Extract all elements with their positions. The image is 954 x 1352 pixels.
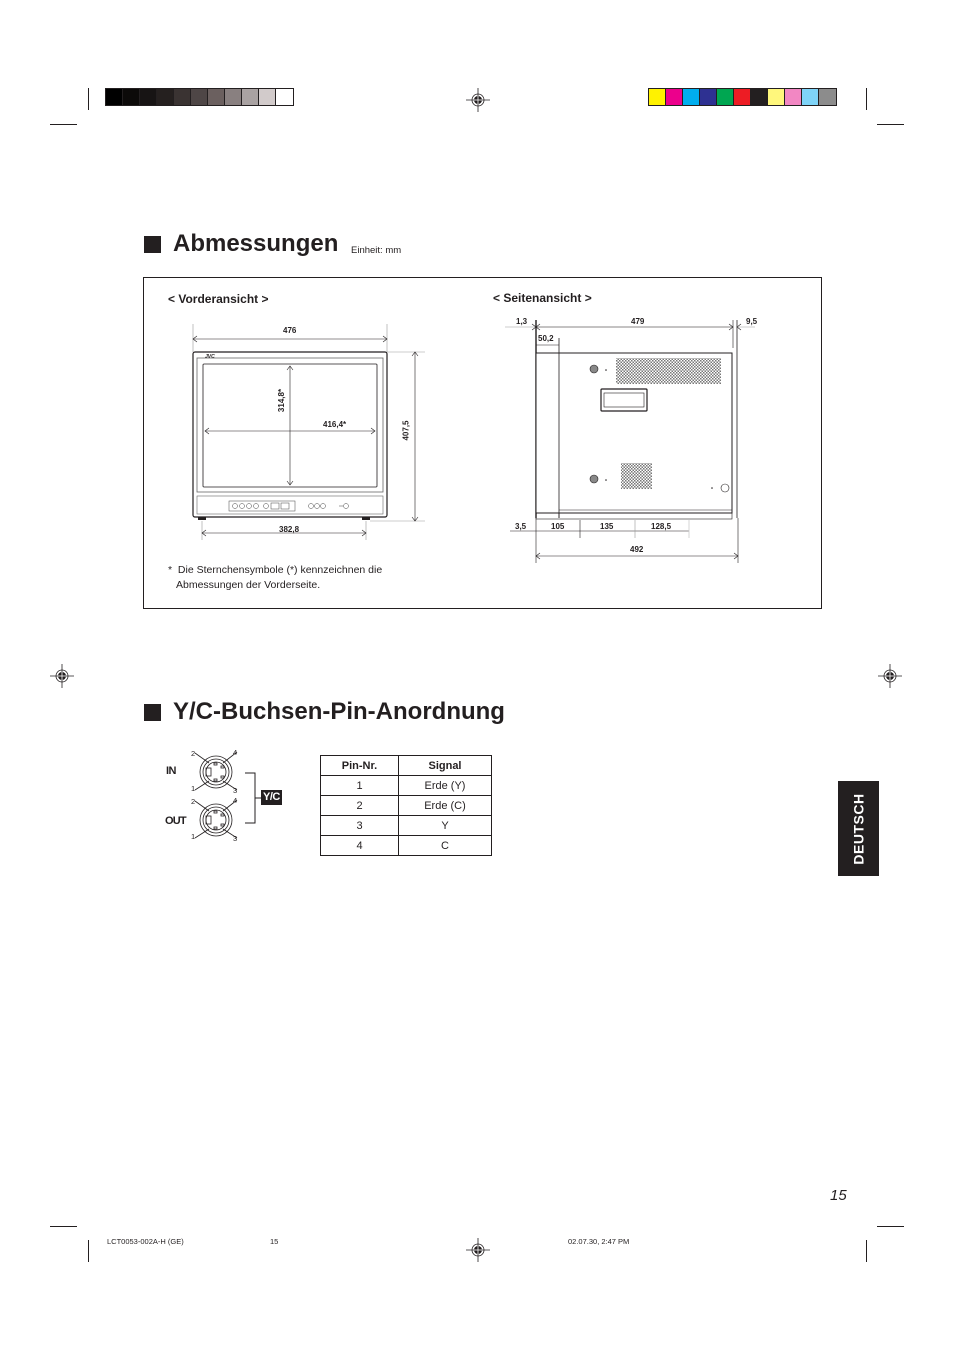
footer-doc-code: LCT0053-002A-H (GE) <box>107 1237 184 1246</box>
color-swatch <box>717 89 734 105</box>
crop-mark <box>877 124 904 125</box>
pin-signal: Erde (C) <box>399 796 492 816</box>
pin-label-2-in: 2 <box>191 749 196 758</box>
crop-mark <box>88 88 89 110</box>
dim-screen-height: 314,8* <box>277 388 287 413</box>
color-swatch <box>734 89 751 105</box>
color-swatch <box>157 89 174 105</box>
pin-label-2-out: 2 <box>191 797 196 806</box>
color-swatch <box>106 89 123 105</box>
crop-mark <box>866 1240 867 1262</box>
crop-mark <box>50 124 77 125</box>
crop-mark <box>88 1240 89 1262</box>
pin-number: 4 <box>321 836 399 856</box>
pin-number: 3 <box>321 816 399 836</box>
pin-label-4-in: 4 <box>233 748 238 757</box>
footnote-line1: * Die Sternchensymbole (*) kennzeichnen die <box>168 564 383 576</box>
grayscale-color-bar <box>105 88 294 106</box>
dim-front-height: 407,5 <box>401 420 411 441</box>
front-brand-logo: JVC <box>205 354 215 360</box>
header-pin-number: Pin-Nr. <box>321 756 399 776</box>
table-row <box>321 836 492 856</box>
section-bullet-icon <box>144 236 161 253</box>
pin-assignment-table <box>320 755 492 856</box>
registration-mark-icon <box>50 664 74 688</box>
color-swatch <box>242 89 259 105</box>
section-title-text: Abmessungen <box>173 230 339 257</box>
language-tab <box>838 781 879 876</box>
pin-label-1-out: 1 <box>191 832 196 841</box>
footnote-line2: Abmessungen der Vorderseite. <box>176 579 321 591</box>
dim-side-50-2: 50,2 <box>538 334 554 343</box>
dim-feet-span: 382,8 <box>279 525 300 534</box>
registration-mark-icon <box>878 664 902 688</box>
color-swatch <box>191 89 208 105</box>
yc-badge: Y/C <box>263 791 280 803</box>
pin-number: 1 <box>321 776 399 796</box>
header-signal: Signal <box>399 756 492 776</box>
table-row <box>321 816 492 836</box>
pin-signal: Erde (Y) <box>399 776 492 796</box>
dim-side-479: 479 <box>631 317 645 326</box>
section-title-dimensions <box>144 230 338 258</box>
color-swatch <box>700 89 717 105</box>
connector-out-label: OUT <box>165 815 186 827</box>
crop-mark <box>877 1226 904 1227</box>
section-title-yc-pinout <box>144 698 505 726</box>
color-swatch <box>666 89 683 105</box>
color-swatch <box>225 89 242 105</box>
registration-mark-icon <box>466 88 490 112</box>
language-tab-label: DEUTSCH <box>850 792 867 865</box>
table-header-row <box>321 756 492 776</box>
dim-side-492: 492 <box>630 545 644 554</box>
pin-signal: C <box>399 836 492 856</box>
color-swatch <box>683 89 700 105</box>
color-swatch <box>123 89 140 105</box>
color-swatch <box>174 89 191 105</box>
section-bullet-icon <box>144 704 161 721</box>
connector-in-label: IN <box>166 765 176 777</box>
dim-side-1-3: 1,3 <box>516 317 528 326</box>
front-view-label: < Vorderansicht > <box>168 292 269 306</box>
color-swatch <box>276 89 293 105</box>
pin-label-1-in: 1 <box>191 784 196 793</box>
pin-label-3-out: 3 <box>233 834 238 843</box>
dim-side-3-5: 3,5 <box>515 522 527 531</box>
color-swatch <box>819 89 836 105</box>
pin-label-3-in: 3 <box>233 786 238 795</box>
front-view-drawing <box>185 318 430 543</box>
color-swatch <box>649 89 666 105</box>
registration-mark-icon <box>466 1238 490 1262</box>
color-swatch <box>140 89 157 105</box>
pin-label-4-out: 4 <box>233 796 238 805</box>
color-swatch <box>768 89 785 105</box>
dim-screen-width: 416,4* <box>323 420 347 429</box>
unit-note: Einheit: mm <box>351 245 402 256</box>
dim-front-width: 476 <box>283 326 297 335</box>
pin-signal: Y <box>399 816 492 836</box>
page-number: 15 <box>830 1187 847 1204</box>
table-row <box>321 796 492 816</box>
footer-page: 15 <box>270 1237 279 1246</box>
dim-side-135: 135 <box>600 522 614 531</box>
table-row <box>321 776 492 796</box>
footer-timestamp: 02.07.30, 2:47 PM <box>568 1237 630 1246</box>
section-title-text: Y/C-Buchsen-Pin-Anordnung <box>173 698 505 725</box>
color-swatch <box>802 89 819 105</box>
crop-mark <box>866 88 867 110</box>
side-view-drawing <box>505 317 758 563</box>
pin-number: 2 <box>321 796 399 816</box>
dim-side-9-5: 9,5 <box>746 317 758 326</box>
color-swatch <box>208 89 225 105</box>
dim-side-105: 105 <box>551 522 565 531</box>
dim-side-128-5: 128,5 <box>651 522 672 531</box>
color-swatch <box>259 89 276 105</box>
color-calibration-bar <box>648 88 837 106</box>
color-swatch <box>751 89 768 105</box>
side-view-label: < Seitenansicht > <box>493 291 592 305</box>
color-swatch <box>785 89 802 105</box>
crop-mark <box>50 1226 77 1227</box>
